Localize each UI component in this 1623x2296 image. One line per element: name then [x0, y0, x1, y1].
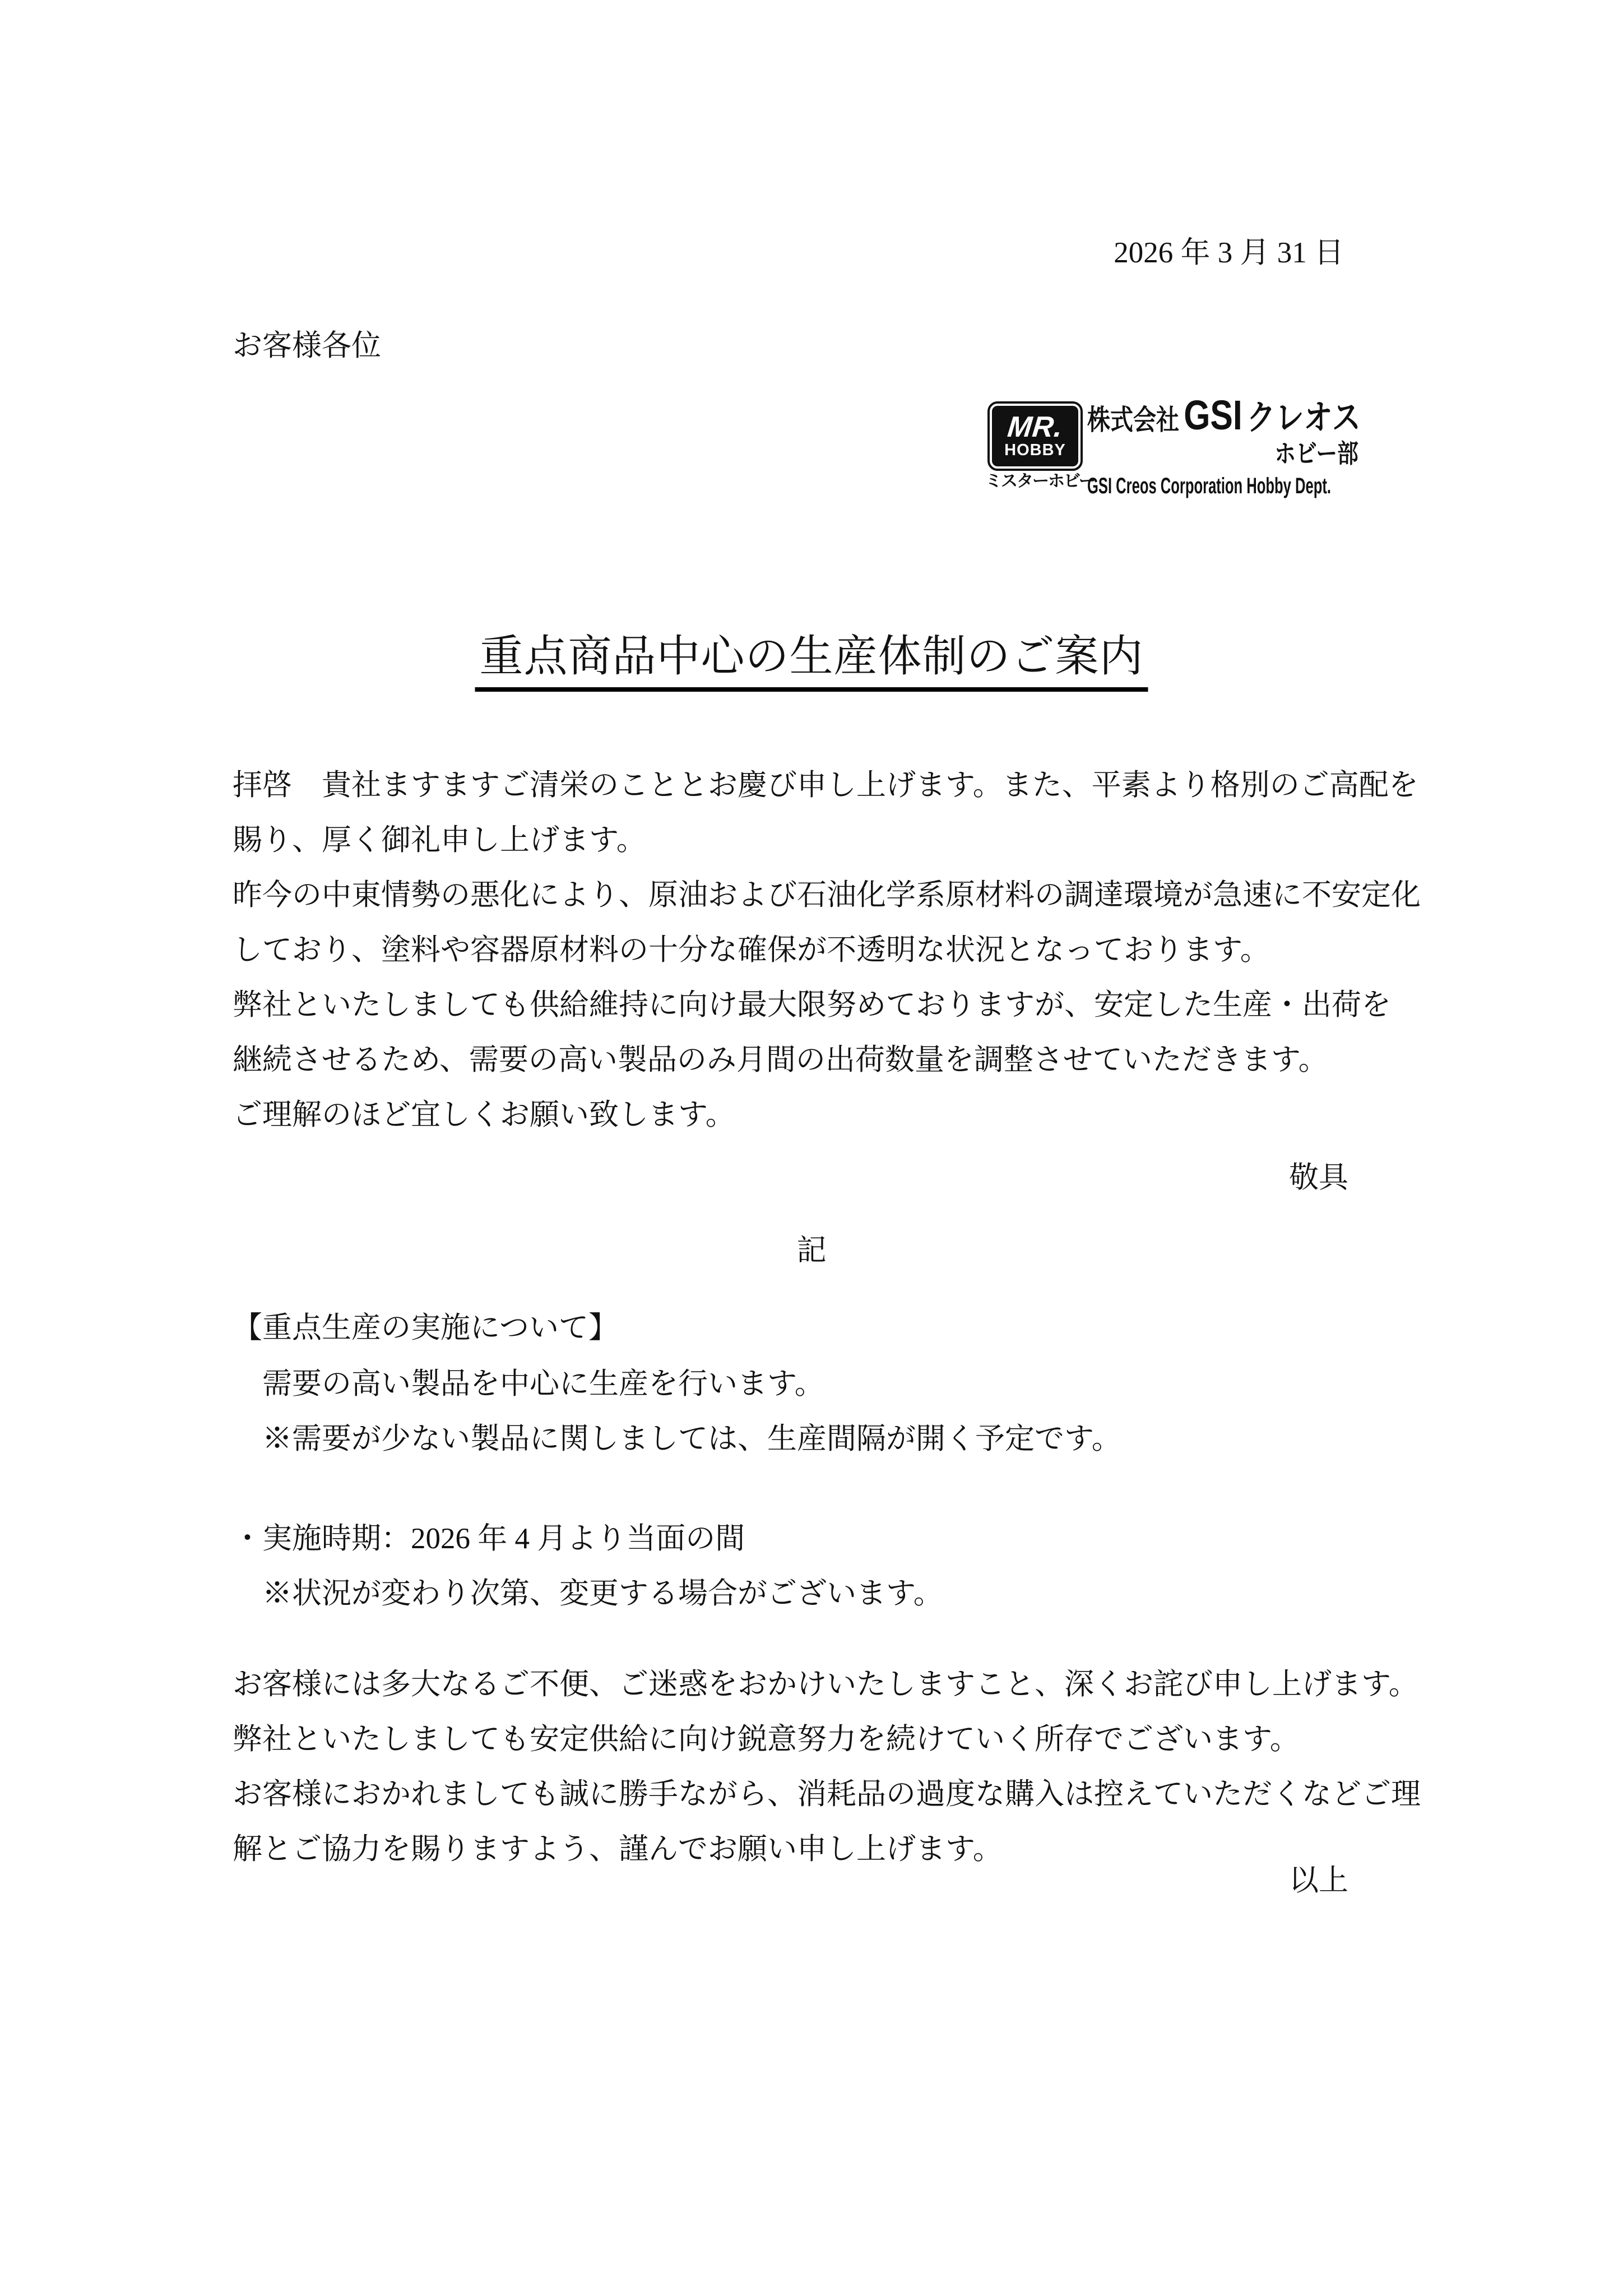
section1-note: ※需要が少ない製品に関しましては、生産間隔が開く予定です。 — [233, 1423, 1121, 1455]
closing-paragraph-line: 解とご協力を賜りますよう、謹んでお願い申し上げます。 — [233, 1833, 1003, 1866]
body-line: 昨今の中東情勢の悪化により、原油および石油化学系原材料の調達環境が急速に不安定化 — [233, 879, 1421, 911]
body-line: ご理解のほど宜しくお願い致します。 — [233, 1099, 735, 1131]
logo-mr-text: MR. — [1005, 411, 1065, 443]
mr-hobby-logo-mark — [987, 401, 1083, 471]
body-line: 弊社といたしましても供給維持に向け最大限努めておりますが、安定した生産・出荷を — [233, 989, 1391, 1021]
company-name-kana: クレオス — [1246, 399, 1361, 437]
closing-paragraph-line: お客様には多大なるご不便、ご迷惑をおかけいたしますこと、深くお詫び申し上げます。 — [233, 1668, 1418, 1701]
body-line: 継続させるため、需要の高い製品のみ月間の出荷数量を調整させていただきます。 — [233, 1044, 1328, 1076]
company-name-latin: GSI — [1184, 392, 1242, 438]
section1-line: 需要の高い製品を中心に生産を行います。 — [233, 1368, 824, 1400]
notice-marker-ki: 記 — [796, 1234, 827, 1267]
document-title: 重点商品中心の生産体制のご案内 — [475, 632, 1148, 692]
logo-hobby-text: HOBBY — [1004, 441, 1066, 459]
company-name-block — [1087, 392, 1361, 498]
section1-heading: 【重点生産の実施について】 — [233, 1312, 618, 1344]
body-line: 拝啓 貴社ますますご清栄のこととお慶び申し上げます。また、平素より格別のご高配を — [233, 769, 1418, 802]
body-line: しており、塗料や容器原材料の十分な確保が不透明な状況となっております。 — [233, 934, 1270, 966]
closing-paragraph-line: 弊社といたしましても安定供給に向け鋭意努力を続けていく所存でございます。 — [233, 1723, 1300, 1756]
body-line: 賜り、厚く御礼申し上げます。 — [233, 824, 646, 857]
logo-caption-katakana: ミスターホビー — [985, 472, 1095, 490]
mr-hobby-logo-inner — [992, 406, 1078, 466]
letter-closing-keigu: 敬具 — [1289, 1161, 1348, 1194]
company-name-english: GSI Creos Corporation Hobby Dept. — [1087, 474, 1331, 498]
company-name-english-row — [1087, 474, 1358, 498]
section2-note: ※状況が変わり次第、変更する場合がございます。 — [233, 1577, 943, 1610]
company-name-row — [1087, 392, 1361, 438]
closing-paragraph-line: お客様におかれましても誠に勝手ながら、消耗品の過度な購入は控えていただくなどご理 — [233, 1778, 1421, 1811]
end-marker-ijou: 以上 — [1289, 1864, 1348, 1897]
company-prefix: 株式会社 — [1087, 404, 1179, 436]
letter-date: 2026 年 3 月 31 日 — [1114, 237, 1344, 269]
company-department: ホビー部 — [1274, 439, 1358, 468]
recipient-line: お客様各位 — [233, 330, 381, 362]
section2-bullet-line: ・実施時期：2026 年 4 月より当面の間 — [233, 1522, 745, 1555]
